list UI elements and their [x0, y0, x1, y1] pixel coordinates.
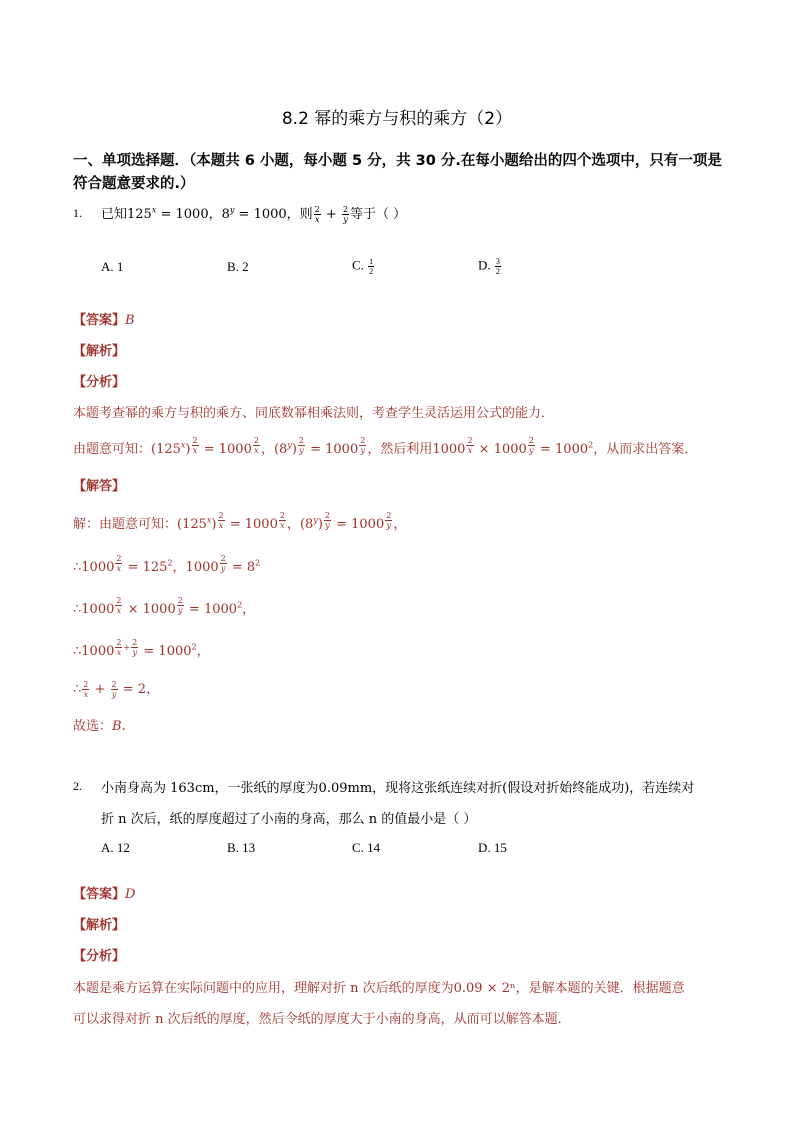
option-c[interactable]: C. $\frac{1}{2}$: [352, 257, 374, 276]
equation-2: $8^y = 1000$，则: [221, 205, 313, 222]
fenxi-1-tag: 【分析】: [73, 375, 126, 390]
solution-line-1: 解：由题意可知：(125$^x$) $^{\frac{2}{x}}$ = 1000 $^{\frac{2}{x}}$ ，(8$^y$) $^{\frac{2}{y}}$ = 1000 $^{\frac{2}{y}}$ ，: [73, 511, 407, 532]
option-b[interactable]: B. 13: [227, 840, 256, 855]
answer-2: 【答案】D: [73, 887, 136, 902]
question-2-line-2: 折 n 次后，纸的厚度超过了小南的身高，那么 n 的值最小是（ ）: [101, 812, 477, 827]
solution-conclusion: 故选：B.: [73, 719, 126, 734]
solution-line-5: ∴ $\frac{2}{x}$ + $\frac{2}{y}$ = 2，: [73, 680, 160, 699]
option-d[interactable]: D. $\frac{3}{2}$: [478, 257, 500, 276]
fenxi-2-line-1: 本题是乘方运算在实际问题中的应用，理解对折 n 次后纸的厚度为0.09 × 2ⁿ，是解本题的关键．根据题意: [73, 981, 685, 996]
option-c[interactable]: C. 14: [352, 840, 381, 855]
fraction-2-over-y: $\frac{2}{y}$: [342, 205, 349, 224]
analysis-1-tag: 【解析】: [73, 344, 126, 359]
equation-1: $125^x = 1000$，: [127, 205, 222, 222]
question-1-stem: 已知$125^x = 1000$，$8^y = 1000$，则 $\frac{2}{x}$ + $\frac{2}{y}$ 等于（ ）: [101, 205, 407, 224]
page-title: 8.2 幂的乘方与积的乘方（2）: [281, 109, 513, 129]
option-d[interactable]: D. 15: [478, 840, 507, 855]
question-1-number: 1.: [73, 206, 82, 220]
stem-prefix: 已知: [101, 207, 128, 222]
jieda-1-tag: 【解答】: [73, 479, 126, 494]
stem-tail: 等于（ ）: [350, 207, 407, 222]
fenxi-1-text: 本题考查幂的乘方与积的乘方、同底数幂相乘法则，考查学生灵活运用公式的能力．: [73, 406, 555, 421]
question-2-number: 2.: [73, 779, 82, 793]
fenxi-1-equation-line: 由题意可知：(125$^x$) $^{\frac{2}{x}}$ = 1000 $^{\frac{2}{x}}$ ，(8$^y$) $^{\frac{2}{y}}$ = 1000 $^{\frac{2}{y}}$ ，然后利用1000 $^{\frac{2}{x}}$ × 1000 $^{\frac{2}{y}}$ = $1000^2$，从而求出答案．: [73, 436, 698, 457]
solution-line-2: ∴1000 $^{\frac{2}{x}}$ = $125^2$，1000 $^{\frac{2}{y}}$ = $8^2$: [73, 554, 261, 575]
fenxi-2-tag: 【分析】: [73, 949, 126, 964]
option-a[interactable]: A. 1: [101, 259, 124, 274]
answer-1: 【答案】B: [73, 313, 135, 328]
fraction-2-over-x: $\frac{2}{x}$: [314, 205, 320, 224]
option-a[interactable]: A. 12: [101, 840, 130, 855]
analysis-2-tag: 【解析】: [73, 918, 126, 933]
section-heading: 一、单项选择题．（本题共 6 小题，每小题 5 分，共 30 分.在每小题给出的四个选项中，只有一项是符合题意要求的.）: [73, 153, 722, 192]
fenxi-2-line-2: 可以求得对折 n 次后纸的厚度，然后令纸的厚度大于小南的身高，从而可以解答本题．: [73, 1012, 571, 1027]
solution-line-4: ∴1000 $^{\frac{2}{x} + \frac{2}{y}}$ = $1000^2$，: [73, 638, 210, 659]
question-2-line-1: 小南身高为 163cm，一张纸的厚度为0.09mm，现将这张纸连续对折(假设对折始终能成功)，若连续对: [101, 781, 695, 796]
solution-line-3: ∴1000 $^{\frac{2}{x}}$ × 1000 $^{\frac{2}{y}}$ = $1000^2$，: [73, 596, 256, 617]
option-b[interactable]: B. 2: [227, 259, 249, 274]
